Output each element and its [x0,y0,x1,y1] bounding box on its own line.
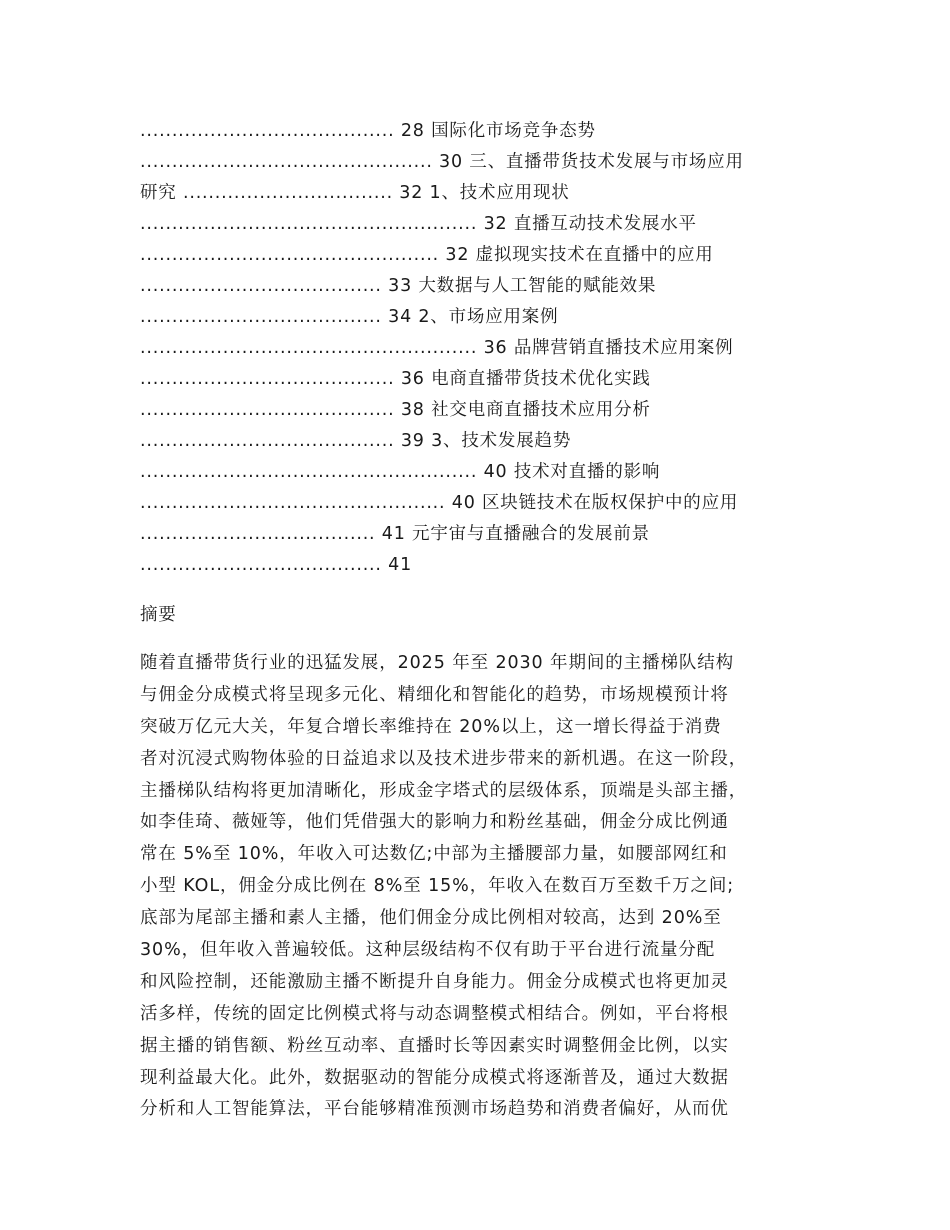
toc-entry: .............................................. 30 三、直播带货技术发展与市场应用 [140,152,744,172]
toc-entry: ..................................................... 40 技术对直播的影响 [140,462,661,482]
paragraph-line: 小型 KOL，佣金分成比例在 8%至 15%，年收入在数百万至数千万之间; [140,876,735,897]
paragraph-line: 随着直播带货行业的迅猛发展，2025 年至 2030 年期间的主播梯队结构 [140,653,735,673]
paragraph-line: 分析和人工智能算法，平台能够精准预测市场趋势和消费者偏好，从而优 [140,1099,729,1120]
toc-entry: ..................................................... 32 直播互动技术发展水平 [140,214,697,234]
paragraph-line: 者对沉浸式购物体验的日益追求以及技术进步带来的新机遇。在这一阶段， [140,748,748,769]
paragraph-line: 现利益最大化。此外，数据驱动的智能分成模式将逐渐普及，通过大数据 [140,1067,729,1088]
paragraph-line: 活多样，传统的固定比例模式将与动态调整模式相结合。例如，平台将根 [140,1003,729,1024]
toc-entry: ........................................ 39 3、技术发展趋势 [140,431,572,451]
toc-entry: ........................................ 28 国际化市场竞争态势 [140,121,596,141]
toc-entry: ..................................................... 36 品牌营销直播技术应用案例 [140,338,734,358]
table-of-contents [140,116,820,581]
toc-entry: ...................................... 34 2、市场应用案例 [140,307,559,327]
abstract-heading: 摘要 [140,605,177,625]
toc-entry: 研究 ................................. 32 1、技术应用现状 [140,183,570,203]
toc-entry: ................................................ 40 区块链技术在版权保护中的应用 [140,493,739,513]
paragraph-line: 据主播的销售额、粉丝互动率、直播时长等因素实时调整佣金比例，以实 [140,1035,729,1056]
toc-entry: ...................................... 33 大数据与人工智能的赋能效果 [140,276,657,296]
paragraph-line: 30%，但年收入普遍较低。这种层级结构不仅有助于平台进行流量分配 [140,940,716,961]
paragraph-line: 底部为尾部主播和素人主播，他们佣金分成比例相对较高，达到 20%至 [140,908,722,929]
toc-entry: ...................................... 41 [140,555,413,575]
toc-entry: ........................................ 36 电商直播带货技术优化实践 [140,369,651,389]
toc-entry: ........................................ 38 社交电商直播技术应用分析 [140,400,651,420]
toc-entry: ..................................... 41 元宇宙与直播融合的发展前景 [140,524,650,544]
paragraph-line: 与佣金分成模式将呈现多元化、精细化和智能化的趋势，市场规模预计将 [140,684,729,705]
paragraph-line: 突破万亿元大关，年复合增长率维持在 20%以上，这一增长得益于消费 [140,716,722,737]
abstract-body [140,648,820,1126]
toc-entry: ............................................... 32 虚拟现实技术在直播中的应用 [140,245,714,265]
paragraph-line: 主播梯队结构将更加清晰化，形成金字塔式的层级体系，顶端是头部主播， [140,780,748,801]
paragraph-line: 如李佳琦、薇娅等，他们凭借强大的影响力和粉丝基础，佣金分成比例通 [140,812,729,833]
paragraph-line: 常在 5%至 10%，年收入可达数亿;中部为主播腰部力量，如腰部网红和 [140,844,728,865]
paragraph-line: 和风险控制，还能激励主播不断提升自身能力。佣金分成模式也将更加灵 [140,971,729,992]
